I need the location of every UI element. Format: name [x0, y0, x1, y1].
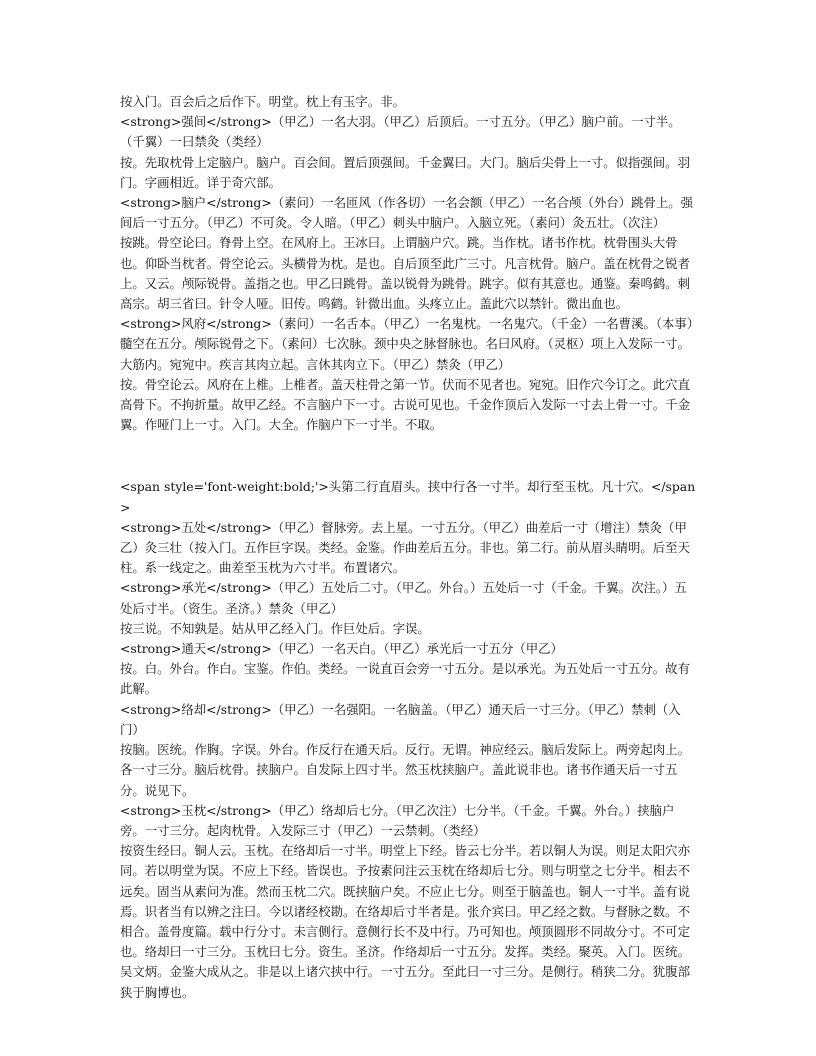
para-2-6: <strong>络却</strong>（甲乙）一名强阳。一名脑盖。（甲乙）通天后一寸三分。（甲乙）禁刺（入门） [120, 701, 681, 737]
para-1-3: 按。先取枕骨上定脑户。脑户。百会间。置后顶强间。千金翼曰。大门。脑后尖骨上一寸。似指强间。羽门。字画相近。详于奇穴部。 [120, 154, 690, 190]
para-2-2: <strong>承光</strong>（甲乙）五处后二寸。（甲乙。外台。）五处后一寸（千金。千翼。次注。）五处后寸半。（资生。圣济。）禁灸（甲乙） [120, 580, 687, 616]
para-1-2: <strong>强间</strong>（甲乙）一名大羽。（甲乙）后顶后。一寸五分。（甲乙）脑户前。一寸半。（千翼）一曰禁灸（类经） [120, 114, 681, 150]
section-2-heading: <span style='font-weight:bold;'>头第二行直眉头。挟中行各一寸半。却行至玉枕。凡十穴。</span> [120, 479, 696, 515]
para-2-3: 按三说。不知孰是。姑从甲乙经入门。作巨处后。字误。 [120, 620, 430, 636]
section-gap [120, 435, 698, 477]
para-2-5: 按。白。外台。作白。宝鉴。作伯。类经。一说直百会旁一寸五分。是以承光。为五处后一寸五分。故有此解。 [120, 661, 690, 697]
para-2-1: <strong>五处</strong>（甲乙）督脉旁。去上星。一寸五分。（甲乙）曲差后一寸（增注）禁灸（甲乙）灸三壮（按入门。五作巨字误。类经。金鉴。作曲差后五分。非也。第二行。前从眉头睛明。后至天柱。系一线定之。曲差至玉枕为六寸半。布置诸穴。 [120, 519, 690, 576]
para-1-5: 按跳。骨空论曰。脊骨上空。在风府上。王冰曰。上谓脑户穴。跳。当作枕。诸书作枕。枕骨围头大骨也。仰卧当枕者。骨空论云。头横骨为枕。是也。自后顶至此广三寸。凡言枕骨。脑户。盖在枕骨之锐者上。又云。颅际锐骨。盖指之也。甲乙曰跳骨。盖以锐骨为跳骨。跳字。似有其意也。通鉴。秦鸣鹤。刺高宗。胡三省曰。针令人哑。旧传。鸣鹤。针微出血。头疼立止。盖此穴以禁针。微出血也。 [120, 235, 690, 312]
document-page [120, 92, 698, 1003]
section-2 [120, 477, 698, 1002]
para-2-9: 按资生经曰。铜人云。玉枕。在络却后一寸半。明堂上下经。皆云七分半。若以铜人为误。则足太阳穴亦同。若以明堂为误。不应上下经。皆误也。予按素问注云玉枕在络却后七分。则与明堂之七分半。相去不远矣。固当从素问为准。然而玉枕二穴。既挟脑户矣。不应止七分。则至于脑盖也。铜人一寸半。盖有说焉。识者当有以辨之注曰。今以诸经校勘。在络却后寸半者是。张介宾曰。甲乙经之数。与督脉之数。不相合。盖骨度篇。载中行分寸。未言侧行。意侧行长不及中行。乃可知也。颅顶圆形不同故分寸。不可定也。络却曰一寸三分。玉枕曰七分。资生。圣济。作络却后一寸五分。发挥。类经。聚英。入门。医统。吴文炳。金鉴大成从之。非是以上诸穴挟中行。一寸五分。至此曰一寸三分。是侧行。稍狭二分。犹腹部狭于胸博也。 [120, 843, 690, 1000]
para-2-8: <strong>玉枕</strong>（甲乙）络却后七分。（甲乙次注）七分半。（千金。千翼。外台。）挟脑户旁。一寸三分。起肉枕骨。入发际三寸（甲乙）一云禁刺。（类经） [120, 802, 675, 838]
para-1-6: <strong>风府</strong>（素问）一名舌本。（甲乙）一名鬼枕。一名鬼穴。（千金）一名曹溪。（本事）髓空在五分。颅际锐骨之下。（素问）七次脉。颈中央之脉督脉也。名曰风府。（灵枢）项上入发际一寸。大筋内。宛宛中。疾言其肉立起。言休其肉立下。（甲乙）禁灸（甲乙） [120, 316, 694, 372]
para-1-1: 按入门。百会后之后作下。明堂。枕上有玉字。非。 [120, 94, 405, 109]
section-1 [120, 92, 698, 435]
para-2-4: <strong>通天</strong>（甲乙）一名天白。（甲乙）承光后一寸五分（甲乙） [120, 641, 563, 657]
para-2-7: 按脑。医统。作胸。字误。外台。作反行在通天后。反行。无谓。神应经云。脑后发际上。两旁起肉上。各一寸三分。脑后枕骨。挟脑户。自发际上四寸半。然玉枕挟脑户。盖此说非也。诸书作通天后一寸五分。说见下。 [120, 742, 690, 798]
para-1-4: <strong>脑户</strong>（素问）一名匝风（作各切）一名会额（甲乙）一名合颅（外台）跳骨上。强间后一寸五分。（甲乙）不可灸。令人暗。（甲乙）刺头中脑户。入脑立死。（素问）灸五壮。（次注） [120, 195, 694, 231]
para-1-7: 按。骨空论云。风府在上椎。上椎者。盖天柱骨之第一节。伏而不见者也。宛宛。旧作穴今订之。此穴直高骨下。不拘折量。故甲乙经。不言脑户下一寸。古说可见也。千金作顶后入发际一寸去上骨一寸。千金翼。作哑门上一寸。入门。大全。作脑户下一寸半。不取。 [120, 376, 690, 433]
